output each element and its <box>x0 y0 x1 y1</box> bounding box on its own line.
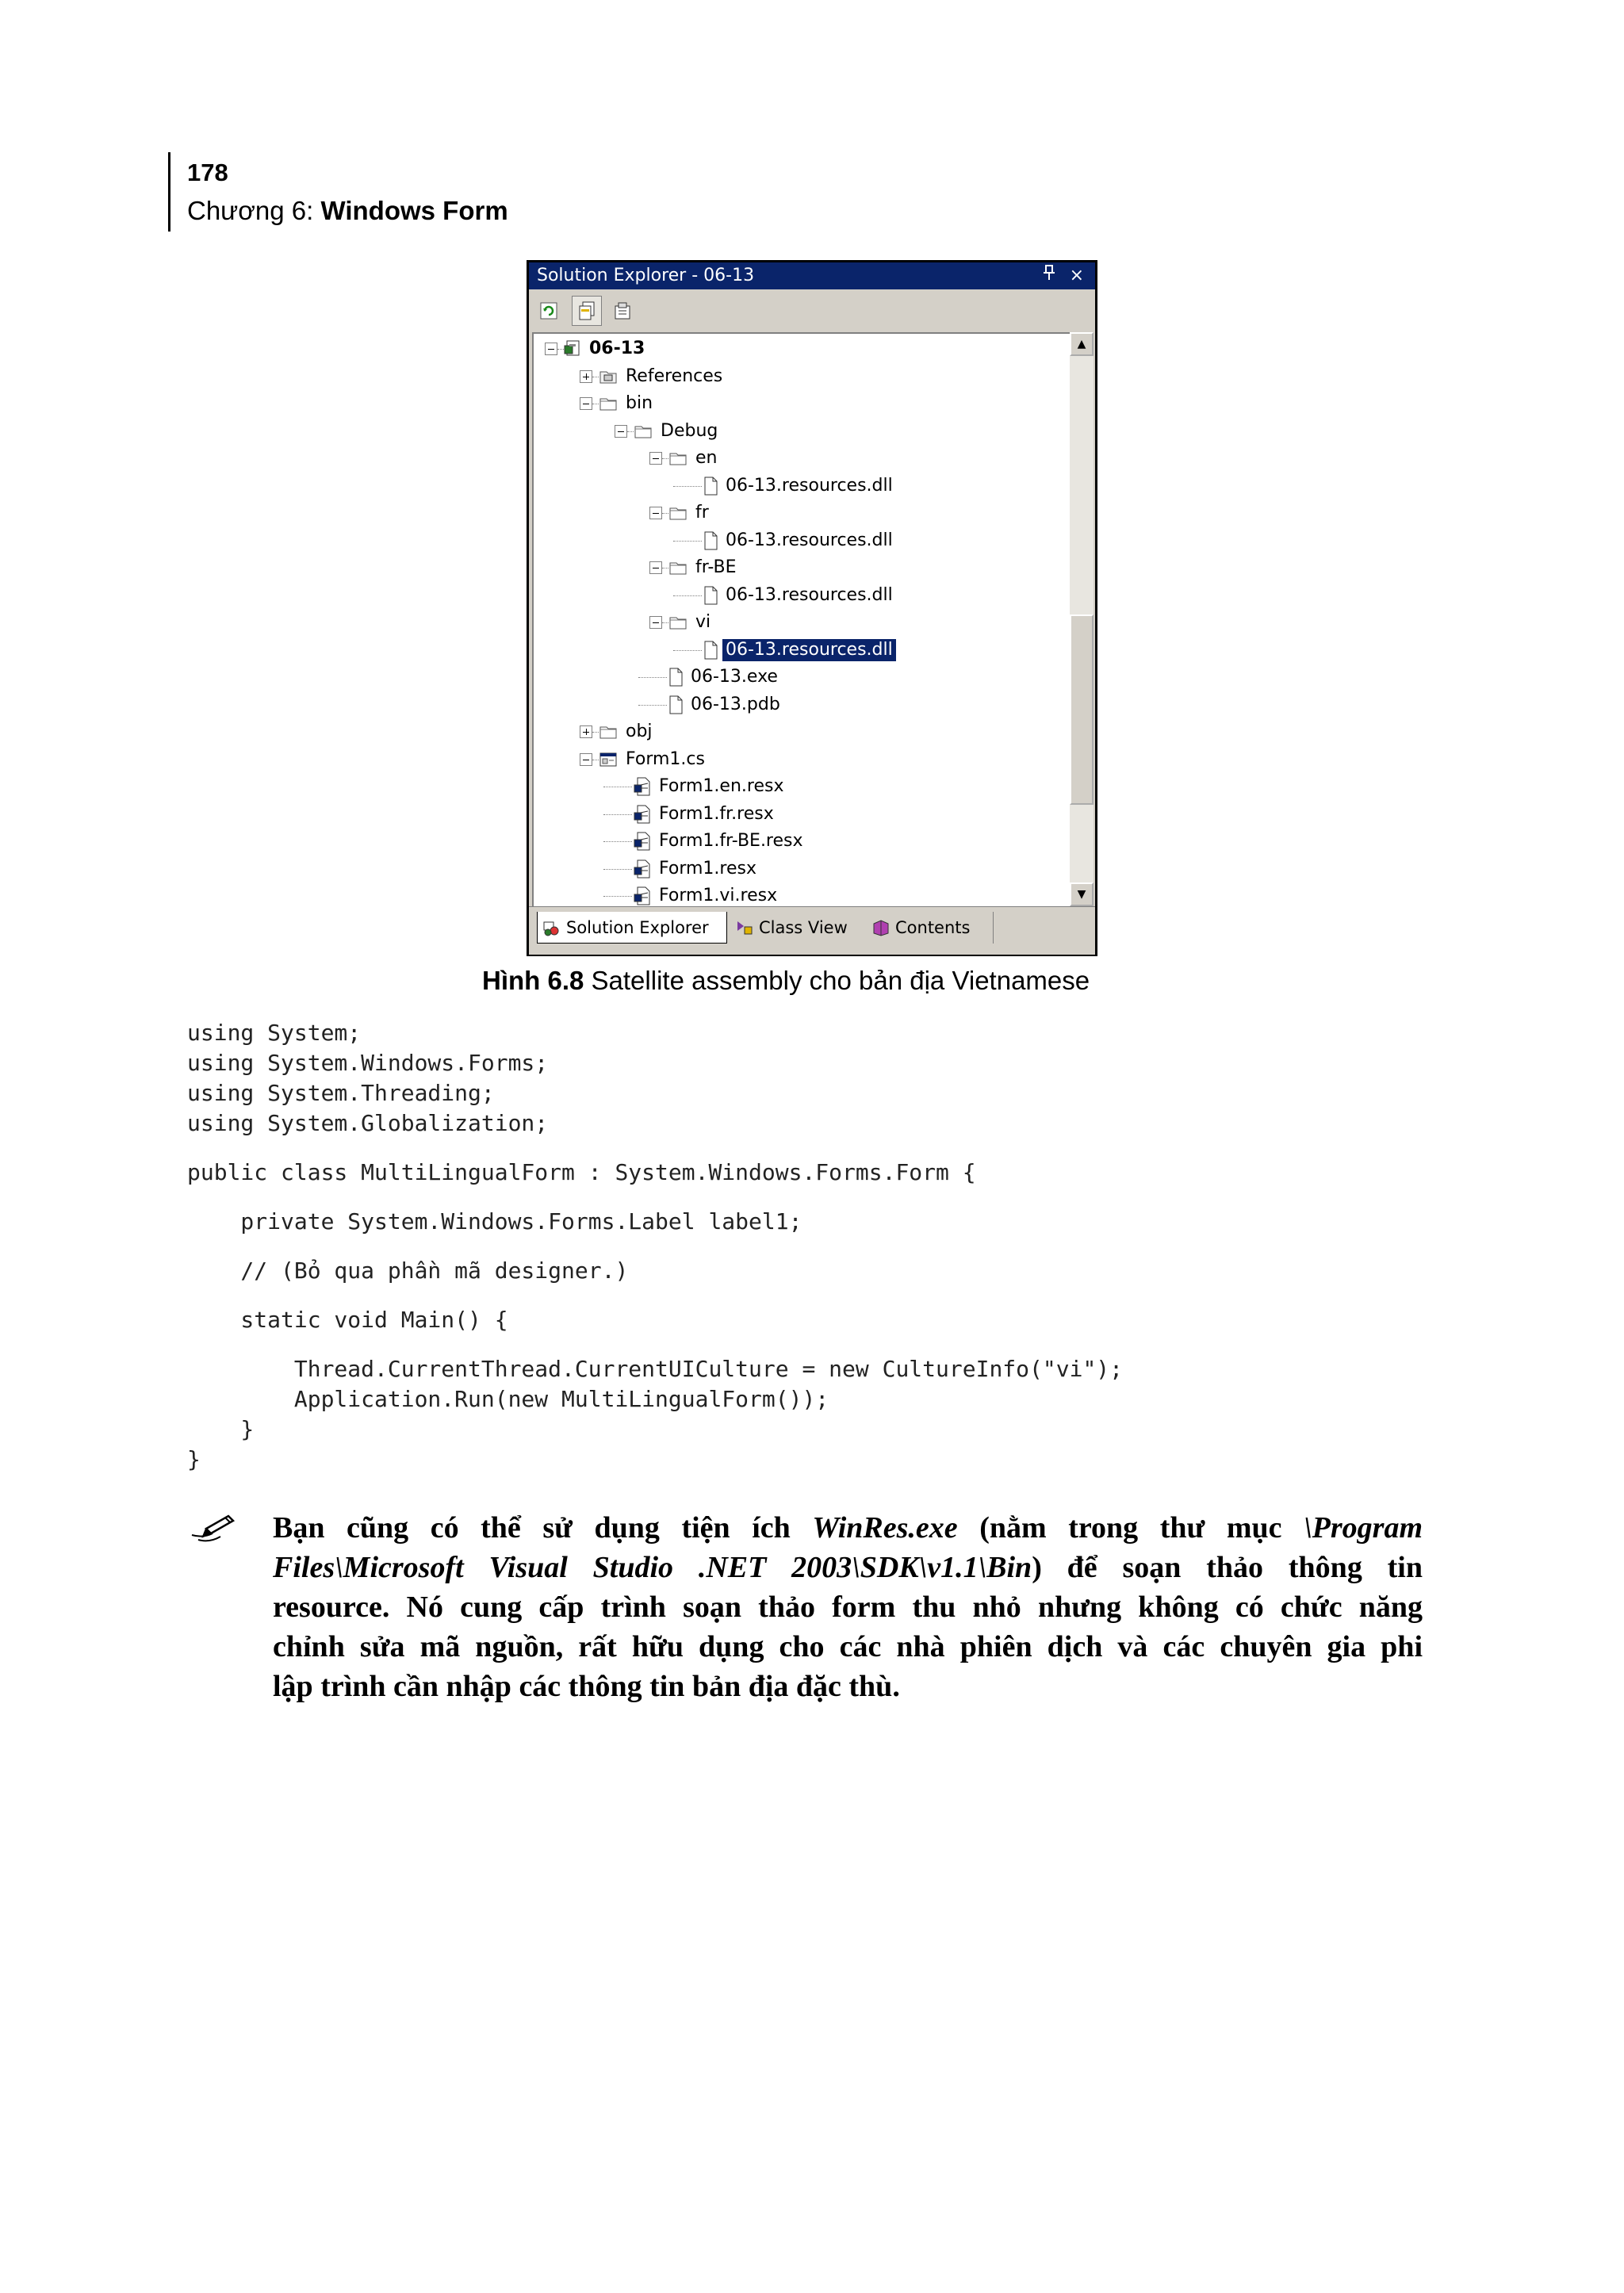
properties-icon <box>612 300 634 322</box>
tree-item-label: Form1.resx <box>659 858 756 879</box>
tree-connector <box>638 677 667 678</box>
contents-book-icon <box>871 919 891 936</box>
expand-icon[interactable] <box>580 370 592 383</box>
tree-connector <box>673 650 702 651</box>
tree-connector <box>662 622 668 623</box>
collapse-icon[interactable] <box>615 425 627 438</box>
tree-item[interactable] <box>668 554 740 581</box>
tree-item[interactable] <box>634 882 780 906</box>
vertical-scrollbar[interactable] <box>1070 332 1094 906</box>
tab-solution-explorer[interactable] <box>537 912 727 944</box>
tree-connector <box>557 349 564 350</box>
figure-caption-text: Satellite assembly cho bản địa Vietnamese <box>584 966 1090 995</box>
tree-item-label: fr <box>695 503 709 523</box>
tree-connector <box>673 486 702 487</box>
code-line: Thread.CurrentThread.CurrentUICulture = new CultureInfo("vi"); <box>187 1356 1124 1382</box>
note-text: ) để soạn thảo thông tin <box>1032 1551 1423 1584</box>
tree-item[interactable] <box>599 746 708 773</box>
tree-connector <box>662 458 668 459</box>
tree-item[interactable] <box>599 363 726 390</box>
file-icon <box>668 668 683 687</box>
tree-connector <box>627 431 634 432</box>
collapse-icon[interactable] <box>545 343 557 355</box>
scroll-thumb[interactable] <box>1070 614 1094 805</box>
scroll-up-button[interactable]: ▲ <box>1070 332 1094 356</box>
file-icon <box>668 695 683 714</box>
tab-class-view[interactable] <box>730 912 865 944</box>
tree-item-label: 06-13.resources.dll <box>722 639 896 661</box>
tree-connector <box>673 541 702 542</box>
tree-item-label: Form1.cs <box>626 748 705 769</box>
resx-icon <box>634 886 651 905</box>
file-icon <box>703 477 718 496</box>
tab-label: Contents <box>895 918 971 937</box>
tab-label: Solution Explorer <box>566 917 709 937</box>
tree-item[interactable] <box>599 390 656 417</box>
tree-item-label: bin <box>626 393 653 413</box>
tree-item-label: vi <box>695 612 711 632</box>
code-line: private System.Windows.Forms.Label label1; <box>187 1208 802 1235</box>
tree-item[interactable] <box>668 664 781 691</box>
class-view-icon <box>735 919 754 936</box>
resx-icon <box>634 859 651 879</box>
code-line: public class MultiLingualForm : System.Windows.Forms.Form { <box>187 1159 976 1185</box>
folder-icon <box>668 559 688 576</box>
code-line: // (Bỏ qua phần mã designer.) <box>187 1258 629 1284</box>
header-rule <box>168 152 170 232</box>
tree-item[interactable] <box>634 801 777 828</box>
resx-icon <box>634 832 651 851</box>
figure-number: Hình 6.8 <box>482 966 584 995</box>
code-line: } <box>187 1446 201 1472</box>
note-paragraph <box>273 1508 1423 1706</box>
tree-item-label: en <box>695 448 718 468</box>
tab-label: Class View <box>759 918 848 937</box>
code-line: using System; <box>187 1020 362 1046</box>
properties-button[interactable] <box>608 296 638 326</box>
chapter-heading <box>187 195 508 227</box>
file-icon <box>703 641 718 660</box>
refresh-icon <box>538 301 559 321</box>
tab-contents[interactable] <box>867 912 994 944</box>
tree-item-label: Form1.en.resx <box>659 776 784 796</box>
folder-icon <box>668 614 688 631</box>
note-italic: Files\Microsoft Visual Studio .NET 2003\SDK\v1.1\Bin <box>273 1551 1032 1584</box>
project-icon <box>564 339 581 358</box>
note-italic: WinRes.exe <box>812 1511 958 1545</box>
resx-icon <box>634 805 651 824</box>
code-line: } <box>187 1416 255 1442</box>
references-icon <box>599 368 618 385</box>
tree-connector <box>662 513 668 514</box>
tree-item-label: Form1.vi.resx <box>659 886 778 905</box>
tree-item[interactable] <box>703 637 896 664</box>
collapse-icon[interactable] <box>649 616 662 629</box>
solution-explorer-icon <box>542 919 561 936</box>
scroll-down-button[interactable]: ▼ <box>1070 882 1094 906</box>
page-number: 178 <box>187 159 228 186</box>
tree-item-label: 06-13 <box>589 339 645 358</box>
tree-item[interactable] <box>703 582 896 609</box>
tree-item[interactable] <box>564 335 648 362</box>
tree-item[interactable] <box>668 500 712 526</box>
tree-item[interactable] <box>634 418 721 445</box>
close-icon[interactable]: × <box>1069 266 1084 285</box>
expand-icon[interactable] <box>580 725 592 738</box>
tree-item[interactable] <box>668 691 783 718</box>
tree-item[interactable] <box>668 609 714 636</box>
window-title: Solution Explorer - 06-13 <box>537 266 755 285</box>
folder-icon <box>668 450 688 467</box>
resx-icon <box>634 777 651 796</box>
tree-connector <box>592 732 599 733</box>
tree-connector <box>603 814 632 815</box>
tree-item-label: 06-13.resources.dll <box>726 475 893 496</box>
tree-connector <box>603 896 632 897</box>
show-all-files-button[interactable] <box>572 296 602 326</box>
collapse-icon[interactable] <box>649 452 662 465</box>
figure-caption <box>482 966 1090 996</box>
collapse-icon[interactable] <box>649 561 662 574</box>
collapse-icon[interactable] <box>580 753 592 766</box>
folder-icon <box>599 723 618 741</box>
refresh-button[interactable] <box>534 296 564 326</box>
tree-item[interactable] <box>703 527 896 554</box>
tree-item-label: 06-13.exe <box>691 667 778 687</box>
file-icon <box>703 531 718 550</box>
code-line: static void Main() { <box>187 1307 508 1333</box>
solution-explorer-toolbar <box>529 289 1095 331</box>
tree-item-label: References <box>626 366 723 386</box>
code-line: Application.Run(new MultiLingualForm()); <box>187 1386 829 1412</box>
tree-item[interactable] <box>634 828 806 855</box>
solution-explorer-titlebar <box>529 262 1095 289</box>
tree-item[interactable] <box>599 718 656 745</box>
tree-connector <box>603 869 632 870</box>
code-line: using System.Windows.Forms; <box>187 1050 549 1076</box>
form-icon <box>599 751 618 768</box>
note-line-2 <box>273 1548 1423 1587</box>
chapter-title: Windows Form <box>320 196 508 225</box>
tree-item[interactable] <box>668 445 720 472</box>
note-line-4: chỉnh sửa mã nguồn, rất hữu dụng cho các nhà phiên dịch và các chuyên gia phi <box>273 1630 1423 1663</box>
tree-item[interactable] <box>634 773 787 800</box>
tree-item-label: 06-13.pdb <box>691 694 780 714</box>
solution-explorer-window <box>527 260 1097 956</box>
note-italic: \Program <box>1304 1511 1423 1545</box>
note-text: (nằm trong thư mục <box>957 1511 1304 1545</box>
folder-icon <box>668 504 688 522</box>
tree-item-label: Form1.fr.resx <box>659 803 774 824</box>
pin-icon[interactable] <box>1043 262 1055 289</box>
tree-item[interactable] <box>634 856 760 882</box>
code-line: using System.Threading; <box>187 1080 495 1106</box>
tree-connector <box>638 705 667 706</box>
tree-item-label: 06-13.resources.dll <box>726 584 893 605</box>
collapse-icon[interactable] <box>580 397 592 410</box>
folder-icon <box>599 395 618 412</box>
tree-item-label: obj <box>626 722 653 741</box>
note-text: Bạn cũng có thể sử dụng tiện ích <box>273 1511 813 1545</box>
tree-item-label: 06-13.resources.dll <box>726 530 893 550</box>
code-line: using System.Globalization; <box>187 1110 549 1136</box>
tree-item-label: Form1.fr-BE.resx <box>659 831 803 851</box>
pencil-note-icon <box>189 1511 236 1550</box>
file-icon <box>703 586 718 605</box>
chapter-prefix: Chương 6: <box>187 196 321 225</box>
note-line-1 <box>273 1508 1423 1548</box>
tree-connector <box>673 595 702 596</box>
folder-icon <box>634 423 653 440</box>
tree-item[interactable] <box>703 473 896 500</box>
note-line-5: lập trình cần nhập các thông tin bản địa đặc thù. <box>273 1670 900 1703</box>
show-all-files-icon <box>576 300 598 322</box>
tree-connector <box>603 841 632 842</box>
tree-item-label: Debug <box>661 420 718 441</box>
solution-tree[interactable] <box>532 332 1070 906</box>
collapse-icon[interactable] <box>649 507 662 519</box>
tree-item-label: fr-BE <box>695 557 737 577</box>
note-line-3: resource. Nó cung cấp trình soạn thảo form thu nhỏ nhưng không có chức năng <box>273 1591 1423 1624</box>
tool-window-tabs <box>529 906 1095 955</box>
